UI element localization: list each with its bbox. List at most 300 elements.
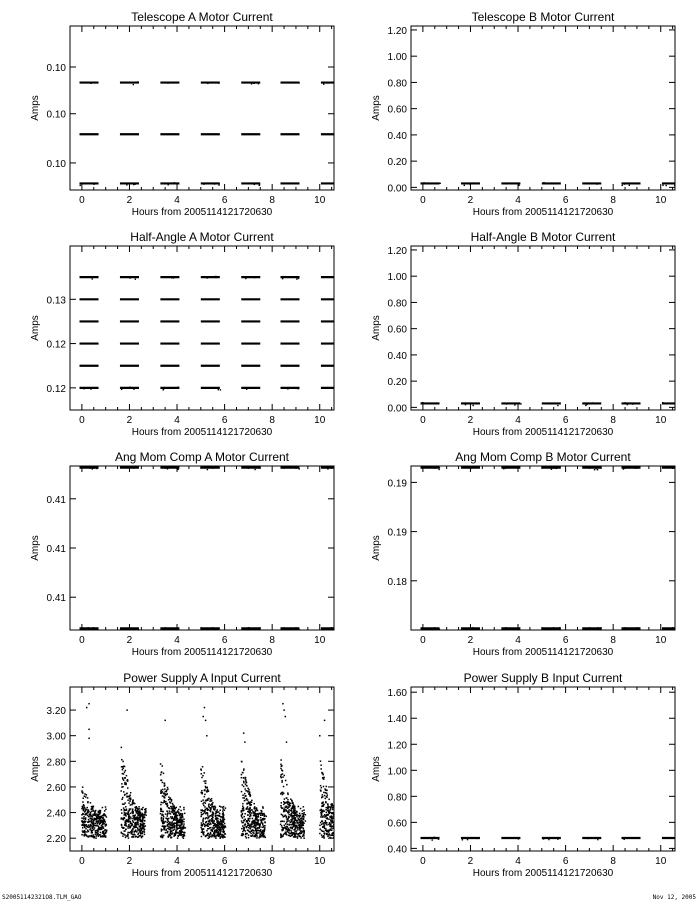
data-point	[106, 831, 108, 833]
data-point	[175, 831, 177, 833]
data-point	[338, 813, 340, 815]
data-point	[133, 815, 135, 817]
data-point	[341, 824, 343, 826]
data-point	[183, 818, 185, 820]
data-point	[320, 768, 322, 770]
data-point	[339, 276, 340, 277]
data-point	[462, 839, 463, 840]
data-point	[96, 832, 98, 834]
data-point	[133, 629, 134, 630]
data-point	[283, 183, 284, 184]
data-point	[285, 831, 287, 833]
data-point	[180, 819, 182, 821]
data-point	[87, 797, 89, 799]
data-point	[257, 813, 259, 815]
data-point	[520, 403, 521, 404]
data-point	[183, 821, 185, 823]
data-point	[335, 834, 337, 836]
data-point	[213, 823, 215, 825]
data-point	[337, 819, 339, 821]
data-point	[104, 810, 106, 812]
data-point	[242, 772, 244, 774]
data-point	[97, 276, 98, 277]
data-point	[124, 824, 126, 826]
data-point	[339, 818, 341, 820]
data-point	[245, 819, 247, 821]
data-point	[122, 768, 124, 770]
data-point	[131, 804, 133, 806]
data-point	[465, 402, 466, 403]
data-point	[322, 815, 324, 817]
data-point	[133, 184, 134, 185]
chart-title: Half-Angle B Motor Current	[470, 230, 616, 244]
data-point	[87, 801, 89, 803]
x-tick-label: 10	[655, 856, 667, 867]
data-point	[128, 837, 130, 839]
data-point	[341, 821, 343, 823]
data-point	[95, 823, 97, 825]
data-point	[343, 828, 345, 830]
data-point	[82, 806, 84, 808]
data-point	[225, 807, 227, 809]
data-point	[261, 822, 263, 824]
data-point	[177, 824, 179, 826]
data-point	[183, 823, 185, 825]
data-point	[204, 707, 206, 709]
data-point	[301, 825, 303, 827]
data-point	[169, 822, 171, 824]
data-point	[143, 825, 145, 827]
data-point	[179, 806, 181, 808]
data-point	[323, 810, 325, 812]
data-point	[162, 823, 164, 825]
y-tick-label: 0.00	[387, 183, 407, 195]
data-point	[241, 774, 243, 776]
data-point	[548, 839, 549, 840]
data-point	[592, 402, 593, 403]
data-point	[337, 831, 339, 833]
data-point	[341, 815, 343, 817]
data-point	[172, 811, 174, 813]
data-point	[124, 802, 126, 804]
data-point	[281, 781, 283, 783]
data-point	[286, 816, 288, 818]
data-point	[299, 468, 300, 469]
data-point	[303, 816, 305, 818]
data-point	[82, 822, 84, 824]
data-point	[325, 789, 327, 791]
data-point	[88, 703, 90, 705]
data-point	[207, 816, 209, 818]
data-point	[290, 822, 292, 824]
data-point	[84, 807, 86, 809]
data-point	[626, 837, 627, 838]
data-point	[557, 838, 558, 839]
data-point	[89, 829, 91, 831]
data-point	[205, 802, 207, 804]
data-point	[214, 824, 216, 826]
data-point	[97, 831, 99, 833]
data-point	[211, 806, 213, 808]
data-point	[87, 830, 89, 832]
data-point	[296, 832, 298, 834]
data-point	[335, 278, 336, 279]
data-point	[320, 790, 322, 792]
data-point	[90, 818, 92, 820]
data-point	[262, 814, 264, 816]
data-point	[138, 818, 140, 820]
data-point	[217, 830, 219, 832]
data-point	[322, 836, 324, 838]
data-point	[210, 827, 212, 829]
data-point	[222, 814, 224, 816]
data-point	[260, 834, 262, 836]
data-point	[253, 830, 255, 832]
data-point	[326, 786, 328, 788]
data-point	[280, 833, 282, 835]
data-point	[216, 819, 218, 821]
data-point	[127, 787, 129, 789]
x-tick-label: 8	[610, 856, 616, 867]
data-point	[247, 799, 249, 801]
data-point	[144, 817, 146, 819]
data-point	[324, 826, 326, 828]
data-point	[125, 837, 127, 839]
data-point	[339, 832, 341, 834]
data-point	[340, 823, 342, 825]
data-point	[201, 824, 203, 826]
data-point	[160, 804, 162, 806]
x-tick-label: 0	[79, 195, 85, 206]
x-tick-label: 2	[126, 856, 133, 867]
data-point	[289, 833, 291, 835]
data-point	[105, 824, 107, 826]
data-point	[676, 627, 677, 628]
data-point	[336, 835, 338, 837]
data-point	[330, 828, 332, 830]
data-point	[299, 821, 301, 823]
x-tick-label: 8	[269, 415, 275, 426]
data-point	[129, 794, 131, 796]
data-point	[322, 794, 324, 796]
y-tick-label: 0.20	[387, 157, 407, 169]
data-point	[632, 403, 633, 404]
data-point	[280, 764, 282, 766]
data-point	[627, 404, 628, 405]
data-point	[335, 813, 337, 815]
data-point	[96, 468, 97, 469]
data-point	[177, 386, 178, 387]
data-point	[284, 802, 286, 804]
data-point	[338, 822, 340, 824]
plot-frame	[70, 466, 334, 630]
data-point	[162, 825, 164, 827]
data-point	[329, 183, 330, 184]
data-point	[172, 825, 174, 827]
data-point	[325, 628, 326, 629]
data-point	[292, 82, 293, 83]
x-tick-label: 0	[420, 856, 426, 867]
data-point	[129, 832, 131, 834]
data-point	[303, 828, 305, 830]
y-tick-label: 0.41	[46, 593, 66, 605]
data-point	[121, 809, 123, 811]
data-point	[245, 799, 247, 801]
data-point	[180, 817, 182, 819]
data-point	[287, 799, 289, 801]
data-point	[165, 832, 167, 834]
data-point	[203, 772, 205, 774]
data-point	[167, 811, 169, 813]
data-point	[336, 814, 338, 816]
data-point	[204, 790, 206, 792]
data-point	[220, 829, 222, 831]
data-point	[91, 820, 93, 822]
plot-frame	[411, 246, 675, 410]
data-point	[260, 817, 262, 819]
data-point	[208, 833, 210, 835]
data-point	[125, 806, 127, 808]
data-point	[207, 825, 209, 827]
data-point	[300, 837, 302, 839]
data-point	[342, 816, 344, 818]
data-point	[261, 832, 263, 834]
data-point	[137, 815, 139, 817]
data-point	[335, 820, 337, 822]
data-point	[127, 82, 128, 83]
data-point	[83, 798, 85, 800]
data-point	[179, 818, 181, 820]
data-point	[332, 812, 334, 814]
data-point	[259, 823, 261, 825]
data-point	[216, 817, 218, 819]
data-point	[144, 820, 146, 822]
data-point	[96, 823, 98, 825]
data-point	[125, 829, 127, 831]
data-point	[94, 812, 96, 814]
plot-frame	[411, 26, 675, 190]
data-point	[248, 793, 250, 795]
data-point	[85, 814, 87, 816]
data-point	[85, 828, 87, 830]
data-point	[293, 823, 295, 825]
data-point	[132, 813, 134, 815]
data-point	[133, 819, 135, 821]
data-point	[212, 811, 214, 813]
x-tick-label: 8	[269, 635, 275, 646]
data-point	[338, 828, 340, 830]
data-point	[167, 818, 169, 820]
data-point	[251, 826, 253, 828]
data-point	[124, 777, 126, 779]
data-point	[290, 803, 292, 805]
data-point	[255, 816, 256, 818]
data-point	[200, 827, 202, 829]
data-point	[245, 278, 246, 279]
data-point	[256, 837, 258, 839]
data-point	[173, 835, 175, 837]
data-point	[337, 809, 339, 811]
data-point	[106, 829, 108, 831]
data-point	[165, 830, 167, 832]
data-point	[243, 827, 245, 829]
data-point	[96, 834, 98, 836]
data-point	[342, 819, 344, 821]
data-point	[83, 388, 84, 389]
data-point	[95, 825, 97, 827]
data-point	[286, 817, 288, 819]
data-point	[256, 807, 258, 809]
data-point	[343, 826, 345, 828]
data-point	[263, 836, 265, 838]
data-point	[161, 820, 163, 822]
data-point	[93, 821, 95, 823]
data-point	[88, 82, 89, 83]
data-point	[202, 716, 204, 718]
data-point	[326, 796, 328, 798]
data-point	[219, 836, 221, 838]
data-point	[339, 827, 341, 829]
data-point	[121, 824, 123, 826]
data-point	[297, 820, 299, 822]
data-point	[218, 184, 219, 185]
data-point	[257, 810, 259, 812]
x-tick-label: 2	[467, 195, 474, 206]
y-tick-label: 1.00	[387, 52, 407, 64]
data-point	[223, 815, 225, 817]
data-point	[257, 827, 259, 829]
y-axis-label: Amps	[371, 756, 382, 782]
data-point	[294, 813, 296, 815]
data-point	[470, 468, 471, 469]
data-point	[336, 819, 338, 821]
data-point	[332, 805, 334, 807]
data-point	[244, 816, 246, 818]
x-axis-label: Hours from 2005114121720630	[131, 207, 273, 218]
data-point	[249, 807, 251, 809]
data-point	[140, 825, 142, 827]
data-point	[184, 835, 186, 837]
data-point	[213, 827, 215, 829]
data-point	[288, 806, 290, 808]
data-point	[207, 828, 209, 830]
data-point	[245, 824, 247, 826]
data-point	[90, 825, 92, 827]
data-point	[336, 817, 338, 819]
data-point	[172, 827, 174, 829]
data-point	[303, 818, 305, 820]
data-point	[144, 834, 146, 836]
data-point	[680, 627, 681, 628]
data-point	[170, 831, 172, 833]
data-point	[250, 628, 251, 629]
data-point	[319, 825, 321, 827]
data-point	[212, 814, 214, 816]
data-point	[337, 837, 339, 839]
data-point	[624, 183, 625, 184]
data-point	[212, 82, 213, 83]
data-point	[284, 827, 286, 829]
data-point	[247, 819, 249, 821]
data-point	[245, 795, 247, 797]
data-point	[207, 814, 209, 816]
data-point	[287, 831, 289, 833]
data-point	[80, 185, 81, 186]
data-point	[209, 821, 211, 823]
data-point	[212, 817, 214, 819]
data-point	[130, 823, 132, 825]
data-point	[169, 835, 171, 837]
data-point	[303, 806, 305, 808]
data-point	[286, 826, 288, 828]
data-point	[208, 804, 210, 806]
data-point	[342, 816, 344, 818]
y-tick-label: 0.10	[46, 158, 66, 170]
data-point	[555, 628, 556, 629]
x-tick-label: 6	[562, 195, 569, 206]
data-point	[98, 827, 100, 829]
data-point	[98, 835, 100, 837]
data-point	[292, 466, 293, 467]
data-point	[339, 835, 341, 837]
y-tick-label: 0.10	[46, 63, 66, 74]
data-point	[175, 808, 177, 810]
data-point	[137, 819, 139, 821]
data-point	[218, 834, 220, 836]
data-point	[216, 835, 218, 837]
data-point	[90, 802, 92, 804]
data-point	[207, 799, 209, 801]
data-point	[163, 822, 165, 824]
data-point	[83, 809, 85, 811]
data-point	[330, 837, 332, 839]
data-point	[164, 720, 166, 722]
data-point	[342, 835, 344, 837]
data-point	[337, 821, 339, 823]
data-point	[258, 830, 260, 832]
data-point	[177, 810, 179, 812]
data-point	[253, 184, 254, 185]
data-point	[169, 808, 171, 810]
data-point	[134, 831, 136, 833]
data-point	[181, 822, 183, 824]
x-axis-label: Hours from 2005114121720630	[131, 647, 273, 658]
data-point	[681, 402, 682, 403]
data-point	[337, 814, 339, 816]
data-point	[340, 827, 342, 829]
x-tick-label: 4	[515, 856, 521, 867]
data-point	[132, 820, 134, 822]
x-tick-label: 0	[79, 415, 85, 426]
data-point	[128, 802, 130, 804]
data-point	[122, 777, 124, 779]
data-point	[169, 801, 171, 803]
data-point	[288, 812, 290, 814]
data-point	[121, 812, 123, 814]
data-point	[283, 816, 285, 818]
data-point	[175, 819, 177, 821]
data-point	[161, 810, 163, 812]
data-point	[241, 761, 243, 763]
data-point	[242, 795, 244, 797]
data-point	[205, 809, 207, 811]
data-point	[242, 810, 244, 812]
data-point	[335, 827, 337, 829]
data-point	[214, 832, 216, 834]
data-point	[207, 837, 209, 839]
data-layer	[421, 182, 681, 186]
data-point	[241, 814, 243, 816]
